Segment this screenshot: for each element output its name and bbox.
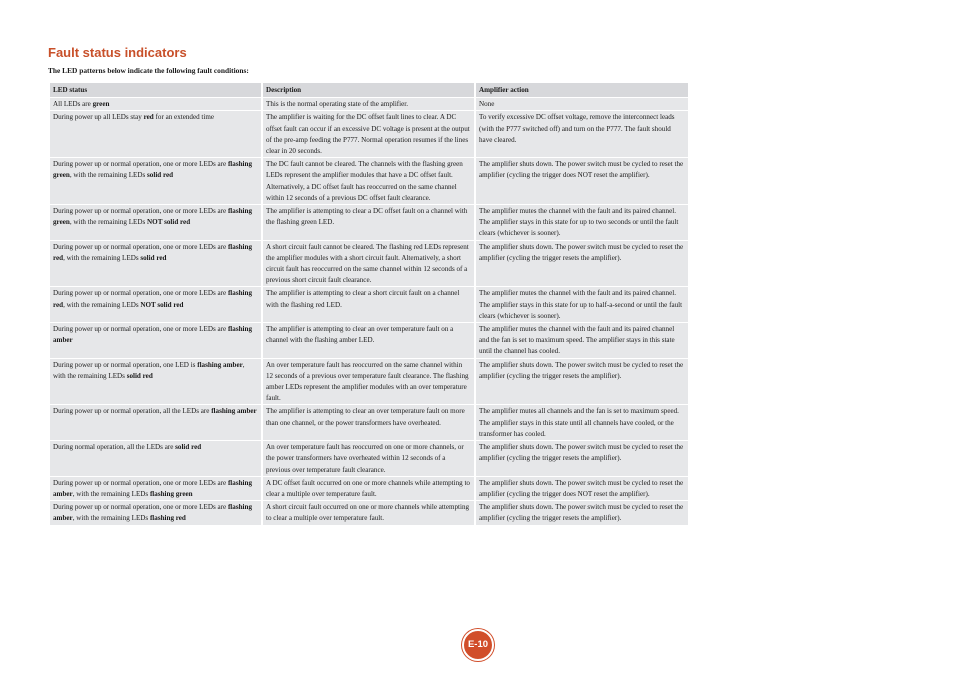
led-status-text: During power up or normal operation, one or more LEDs are — [53, 325, 228, 334]
amplifier-action-cell: The amplifier shuts down. The power switch must be cycled to reset the amplifier (cycling the trigger does NOT reset the amplifier). — [476, 477, 688, 500]
table-row — [50, 158, 688, 204]
description-cell: The amplifier is attempting to clear an over temperature fault on more than one channel, or the power transformers have overheated. — [263, 405, 474, 440]
led-status-emphasis: solid red — [147, 171, 174, 180]
description-cell: An over temperature fault has reoccurred on the same channel within 12 seconds of a previous over temperature fault clearance. The flashing amber LEDs represent the amplifier modules with an over temperature fault. — [263, 359, 474, 405]
led-status-cell — [50, 98, 261, 110]
led-status-text: for an extended time — [153, 113, 215, 122]
table-row — [50, 205, 688, 240]
description-cell: The amplifier is attempting to clear a DC offset fault on a channel with the flashing green LED. — [263, 205, 474, 240]
led-status-text: , with the remaining LEDs — [72, 514, 150, 523]
table-row — [50, 501, 688, 524]
page-title: Fault status indicators — [48, 45, 187, 60]
led-status-emphasis: flashing green — [53, 207, 252, 227]
table-row — [50, 477, 688, 500]
table-row — [50, 98, 688, 110]
led-status-text: , with the remaining LEDs — [53, 360, 245, 380]
led-status-emphasis: flashing red — [149, 514, 186, 523]
led-status-text: During power up or normal operation, one or more LEDs are — [53, 207, 228, 216]
led-status-emphasis: flashing amber — [211, 407, 257, 416]
led-status-emphasis: flashing red — [53, 289, 252, 309]
amplifier-action-cell: The amplifier mutes the channel with the fault and its paired channel and the fan is set to maximum speed. The amplifier stays in this state until the channel has cooled. — [476, 323, 688, 358]
description-cell: A short circuit fault cannot be cleared. The flashing red LEDs represent the amplifier modules with a short circuit fault. Alternatively, a short circuit fault has reoccurred on the same channel within 12 seconds of a previous short circuit fault clearance. — [263, 241, 474, 287]
table-row — [50, 111, 688, 157]
table-row — [50, 241, 688, 287]
led-status-text: All LEDs are — [53, 100, 93, 109]
amplifier-action-cell: The amplifier shuts down. The power switch must be cycled to reset the amplifier (cycling the trigger resets the amplifier). — [476, 501, 688, 524]
description-cell: The amplifier is waiting for the DC offset fault lines to clear. A DC offset fault can occur if an excessive DC voltage is present at the output of the pre-amp feeding the P777. Normal operation resumes if the lines clear in 20 seconds. — [263, 111, 474, 157]
amplifier-action-cell: None — [476, 98, 688, 110]
led-status-emphasis: flashing amber — [53, 478, 252, 498]
led-status-cell — [50, 111, 261, 157]
led-status-emphasis: green — [92, 100, 110, 109]
led-status-emphasis: NOT solid red — [140, 300, 184, 309]
led-status-emphasis: flashing amber — [53, 503, 252, 523]
column-header-amplifier-action: Amplifier action — [476, 83, 688, 97]
led-status-text: During power up all LEDs stay — [53, 113, 144, 122]
led-status-text: During power up or normal operation, one or more LEDs are — [53, 289, 228, 298]
description-cell: The amplifier is attempting to clear an over temperature fault on a channel with the flashing amber LED. — [263, 323, 474, 358]
description-cell: The amplifier is attempting to clear a short circuit fault on a channel with the flashing red LED. — [263, 287, 474, 322]
amplifier-action-cell: The amplifier shuts down. The power switch must be cycled to reset the amplifier (cycling the trigger resets the amplifier). — [476, 241, 688, 287]
amplifier-action-cell: The amplifier shuts down. The power switch must be cycled to reset the amplifier (cycling the trigger resets the amplifier). — [476, 441, 688, 476]
led-status-cell — [50, 359, 261, 405]
led-status-text: During normal operation, all the LEDs are — [53, 443, 176, 452]
table-row — [50, 405, 688, 440]
led-status-text: During power up or normal operation, all the LEDs are — [53, 407, 212, 416]
led-status-cell — [50, 241, 261, 287]
amplifier-action-cell: To verify excessive DC offset voltage, remove the interconnect leads (with the P777 switched off) and turn on the P777. The fault should have cleared. — [476, 111, 688, 157]
amplifier-action-cell: The amplifier shuts down. The power switch must be cycled to reset the amplifier (cycling the trigger does NOT reset the amplifier). — [476, 158, 688, 204]
fault-status-table — [48, 82, 690, 526]
led-status-cell — [50, 405, 261, 440]
led-status-emphasis: solid red — [175, 443, 202, 452]
amplifier-action-cell: The amplifier mutes all channels and the fan is set to maximum speed. The amplifier stays in this state until all channels have cooled, or the transformer has cooled. — [476, 405, 688, 440]
description-cell: The DC fault cannot be cleared. The channels with the flashing green LEDs represent the amplifier modules that have a DC offset fault. Alternatively, a DC offset fault has reoccurred on the same channel within 12 seconds of a previous DC offset fault clearance. — [263, 158, 474, 204]
led-status-text: During power up or normal operation, one or more LEDs are — [53, 242, 228, 251]
table-row — [50, 287, 688, 322]
led-status-cell — [50, 501, 261, 524]
led-status-text: , with the remaining LEDs — [63, 253, 141, 262]
table-row — [50, 359, 688, 405]
led-status-text: During power up or normal operation, one or more LEDs are — [53, 160, 228, 169]
led-status-text: During power up or normal operation, one LED is — [53, 360, 198, 369]
led-status-cell — [50, 477, 261, 500]
led-status-emphasis: NOT solid red — [147, 218, 191, 227]
led-status-emphasis: solid red — [126, 371, 153, 380]
led-status-cell — [50, 205, 261, 240]
column-header-led-status: LED status — [50, 83, 261, 97]
description-cell: This is the normal operating state of the amplifier. — [263, 98, 474, 110]
page-number-badge: E-10 — [462, 629, 494, 661]
description-cell: An over temperature fault has reoccurred on one or more channels, or the power transformers have overheated within 12 seconds of a previous over temperature fault clearance. — [263, 441, 474, 476]
table-row — [50, 441, 688, 476]
led-status-emphasis: flashing green — [53, 160, 252, 180]
led-status-text: , with the remaining LEDs — [72, 489, 150, 498]
led-status-emphasis: solid red — [140, 253, 167, 262]
table-row — [50, 323, 688, 358]
led-status-text: , with the remaining LEDs — [69, 171, 148, 180]
led-status-text: , with the remaining LEDs — [69, 218, 148, 227]
amplifier-action-cell: The amplifier shuts down. The power switch must be cycled to reset the amplifier (cycling the trigger resets the amplifier). — [476, 359, 688, 405]
intro-text: The LED patterns below indicate the following fault conditions: — [48, 66, 249, 75]
led-status-emphasis: flashing red — [53, 242, 252, 262]
led-status-emphasis: flashing amber — [197, 360, 243, 369]
led-status-cell — [50, 323, 261, 358]
led-status-text: During power up or normal operation, one or more LEDs are — [53, 478, 228, 487]
led-status-emphasis: red — [143, 113, 154, 122]
led-status-text: During power up or normal operation, one or more LEDs are — [53, 503, 228, 512]
table-header-row — [50, 83, 688, 97]
description-cell: A DC offset fault occurred on one or more channels while attempting to clear a multiple over temperature fault. — [263, 477, 474, 500]
led-status-cell — [50, 158, 261, 204]
amplifier-action-cell: The amplifier mutes the channel with the fault and its paired channel. The amplifier stays in this state for up to half-a-second or until the fault clears (whichever is sooner). — [476, 287, 688, 322]
description-cell: A short circuit fault occurred on one or more channels while attempting to clear a multiple over temperature fault. — [263, 501, 474, 524]
led-status-emphasis: flashing green — [149, 489, 193, 498]
led-status-cell — [50, 441, 261, 476]
column-header-description: Description — [263, 83, 474, 97]
amplifier-action-cell: The amplifier mutes the channel with the fault and its paired channel. The amplifier stays in this state for up to two seconds or until the fault clears (whichever is sooner). — [476, 205, 688, 240]
led-status-text: , with the remaining LEDs — [63, 300, 141, 309]
led-status-emphasis: flashing amber — [53, 325, 252, 345]
led-status-cell — [50, 287, 261, 322]
